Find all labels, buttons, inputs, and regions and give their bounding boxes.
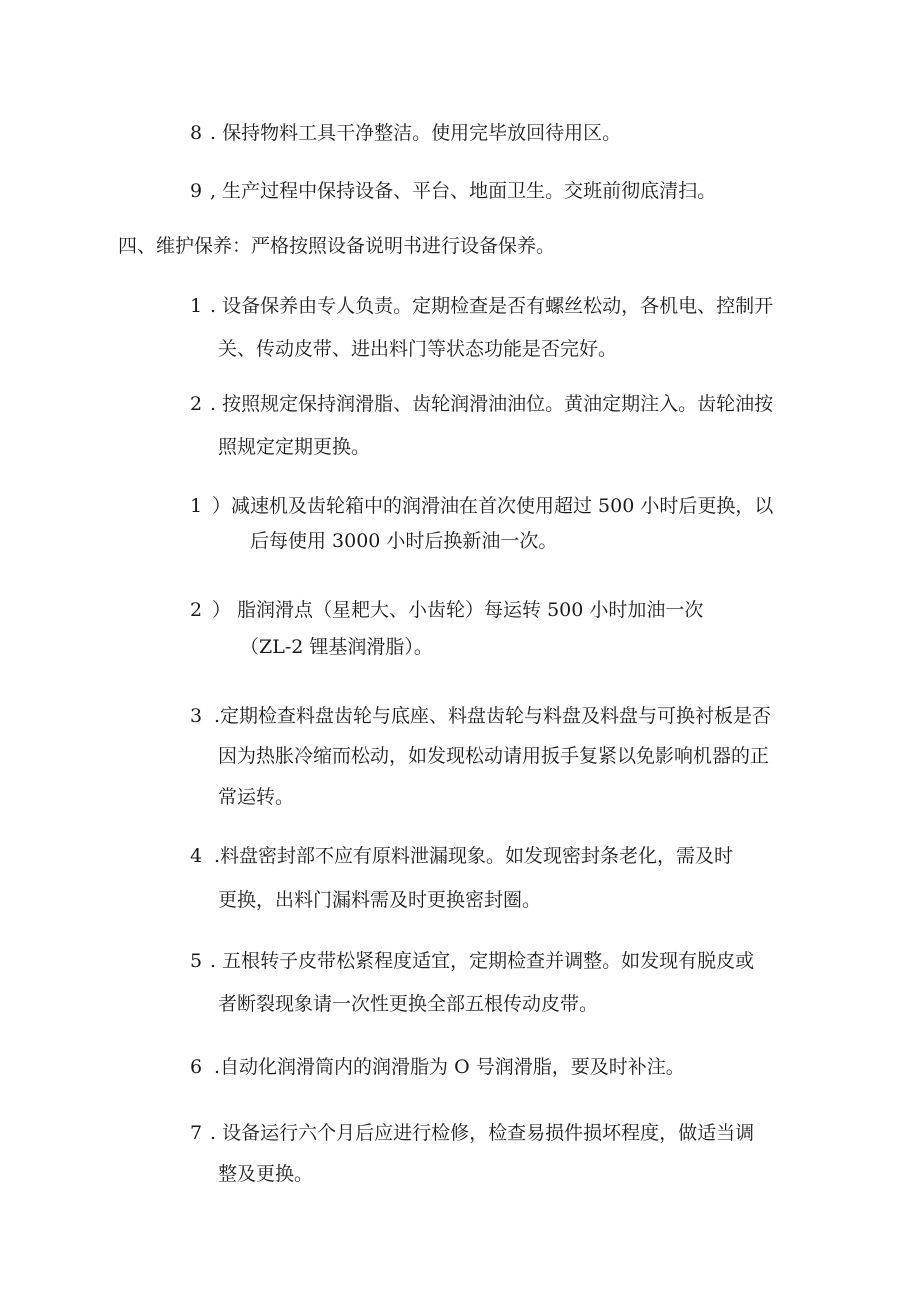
item-text-continued: 者断裂现象请一次性更换全部五根传动皮带。 <box>218 993 599 1015</box>
item-line <box>190 1120 754 1146</box>
item-line <box>190 948 754 974</box>
item-line <box>190 703 771 729</box>
item-text: . 按照规定保持润滑脂、齿轮润滑油油位。黄油定期注入。齿轮油按 <box>210 393 774 415</box>
item-text-continued: 常运转。 <box>218 786 295 808</box>
item-text: , 生产过程中保持设备、平台、地面卫生。交班前彻底清扫。 <box>210 180 717 202</box>
item-text: . 设备运行六个月后应进行检修，检查易损件损坏程度，做适当调 <box>210 1122 755 1144</box>
item-number: 1 <box>190 495 203 517</box>
item-text-continued: 关、传动皮带、进出料门等状态功能是否完好。 <box>218 338 618 360</box>
item-number: 6 <box>190 1056 203 1078</box>
item-text-continued: 更换，出料门漏料需及时更换密封圈。 <box>218 889 542 911</box>
item-number: 8 <box>190 122 203 144</box>
item-text-continued: （ZL-2 锂基润滑脂）。 <box>240 636 433 658</box>
item-text: .自动化润滑筒内的润滑脂为 O 号润滑脂，要及时补注。 <box>214 1056 685 1078</box>
item-text: . 保持物料工具干净整洁。使用完毕放回待用区。 <box>210 122 622 144</box>
list-item-8 <box>190 120 621 146</box>
item-text: .料盘密封部不应有原料泄漏现象。如发现密封条老化，需及时 <box>214 845 734 867</box>
item-text: ） 脂润滑点（星耙大、小齿轮）每运转 500 小时加油一次 <box>212 599 704 621</box>
item-number: 5 <box>190 950 203 972</box>
maintenance-item-6 <box>190 1054 685 1080</box>
item-line <box>190 293 773 319</box>
item-text: ）减速机及齿轮箱中的润滑油在首次使用超过 500 小时后更换，以 <box>212 495 774 517</box>
item-number: 4 <box>190 845 203 867</box>
item-text-continued: 整及更换。 <box>218 1163 314 1185</box>
item-line <box>190 843 733 869</box>
item-text: .定期检查料盘齿轮与底座、料盘齿轮与料盘及料盘与可换衬板是否 <box>214 705 772 727</box>
item-number: 2 <box>190 393 203 415</box>
item-line <box>190 597 703 623</box>
section-heading: 四、维护保养：严格按照设备说明书进行设备保养。 <box>118 235 556 257</box>
item-number: 1 <box>190 295 203 317</box>
item-number: 3 <box>190 705 203 727</box>
item-line <box>190 493 773 519</box>
item-text-continued: 后每使用 3000 小时后换新油一次。 <box>250 530 558 552</box>
item-number: 9 <box>190 180 203 202</box>
list-item-9 <box>190 178 716 204</box>
item-text-continued: 照规定定期更换。 <box>218 436 371 458</box>
item-text: . 五根转子皮带松紧程度适宜，定期检查并调整。如发现有脱皮或 <box>210 950 755 972</box>
item-line <box>190 391 773 417</box>
item-number: 2 <box>190 599 203 621</box>
item-text-continued: 因为热胀冷缩而松动，如发现松动请用扳手复紧以免影响机器的正 <box>218 745 770 767</box>
item-text: . 设备保养由专人负责。定期检查是否有螺丝松动，各机电、控制开 <box>210 295 774 317</box>
item-number: 7 <box>190 1122 203 1144</box>
